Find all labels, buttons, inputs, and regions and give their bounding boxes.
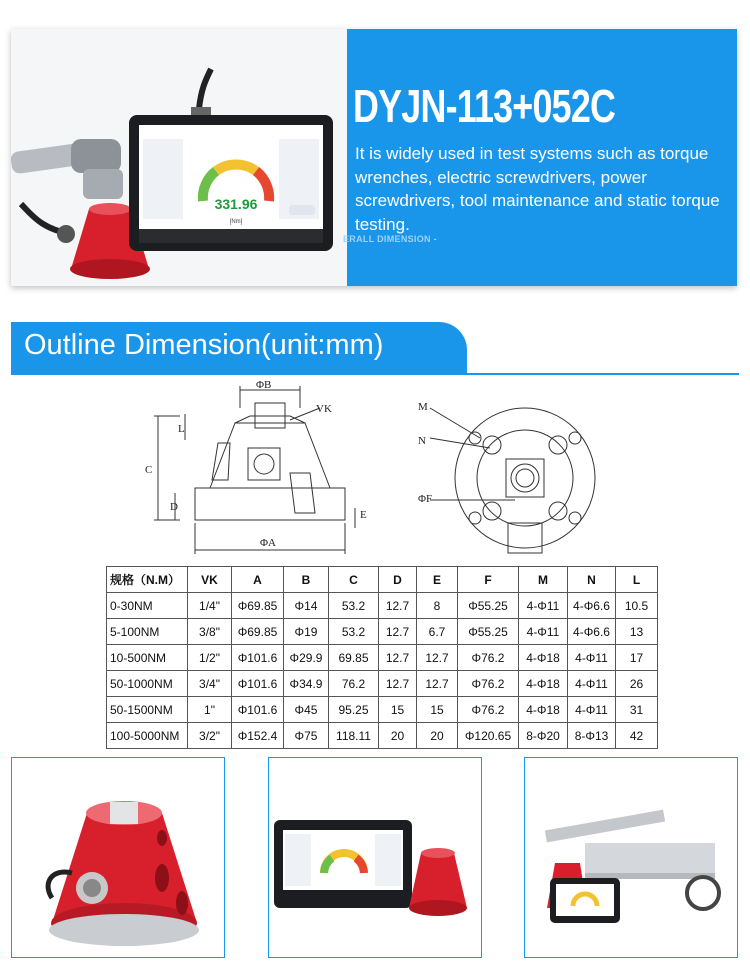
table-cell: 4-Φ18 (519, 671, 568, 697)
table-cell: Φ19 (284, 619, 329, 645)
table-row (107, 723, 658, 749)
table-row (107, 697, 658, 723)
table-cell: 4-Φ6.6 (568, 619, 616, 645)
table-cell: Φ76.2 (458, 645, 519, 671)
table-cell: 12.7 (379, 645, 417, 671)
table-cell: 12.7 (379, 593, 417, 619)
product-banner (11, 29, 737, 286)
overlay-caption: ERALL DIMENSION - (343, 234, 437, 244)
table-cell: 53.2 (329, 593, 379, 619)
table-header-cell: VK (188, 567, 232, 593)
table-cell: Φ69.85 (232, 619, 284, 645)
table-cell: 26 (616, 671, 658, 697)
product-image-test-bench (524, 757, 738, 958)
table-cell: Φ101.6 (232, 645, 284, 671)
table-cell: 12.7 (379, 671, 417, 697)
product-image-display-and-sensor (268, 757, 482, 958)
table-cell: Φ101.6 (232, 697, 284, 723)
screen-reading: 331.96 (214, 196, 258, 212)
table-cell: 4-Φ11 (568, 645, 616, 671)
table-header-cell: E (417, 567, 458, 593)
table-cell: 50-1000NM (107, 671, 188, 697)
table-cell: 4-Φ6.6 (568, 593, 616, 619)
table-cell: 15 (379, 697, 417, 723)
dim-label-vk: VK (316, 403, 332, 415)
section-header (0, 322, 750, 376)
screen-unit: [Nm] (229, 219, 243, 225)
table-cell: Φ14 (284, 593, 329, 619)
table-header-cell: F (458, 567, 519, 593)
product-photo-illustration (11, 29, 347, 286)
table-cell: 15 (417, 697, 458, 723)
test-bench-illustration (525, 758, 737, 957)
table-cell: 1/2" (188, 645, 232, 671)
product-description: It is widely used in test systems such as torque wrenches, electric screwdrivers, power screwdrivers, tool maintenance and static torque testing. (355, 144, 720, 234)
dim-label-d: D (170, 501, 178, 513)
table-cell: Φ76.2 (458, 671, 519, 697)
table-cell: 1/4" (188, 593, 232, 619)
table-cell: 20 (417, 723, 458, 749)
dim-label-c: C (145, 464, 153, 476)
table-cell: 4-Φ18 (519, 697, 568, 723)
section-title: Outline Dimension(unit:mm) (24, 329, 384, 361)
table-cell: 69.85 (329, 645, 379, 671)
table-cell: Φ29.9 (284, 645, 329, 671)
table-cell: 12.7 (417, 671, 458, 697)
table-cell: 8 (417, 593, 458, 619)
table-cell: 76.2 (329, 671, 379, 697)
table-cell: Φ69.85 (232, 593, 284, 619)
section-title-tab (11, 322, 467, 373)
table-header-cell: N (568, 567, 616, 593)
display-and-sensor-illustration (269, 758, 481, 957)
table-row (107, 619, 658, 645)
table-row (107, 593, 658, 619)
table-cell: 53.2 (329, 619, 379, 645)
table-cell: 4-Φ18 (519, 645, 568, 671)
table-header-cell: C (329, 567, 379, 593)
table-cell: 12.7 (379, 619, 417, 645)
front-view (145, 379, 367, 554)
table-cell: 42 (616, 723, 658, 749)
table-header-cell: D (379, 567, 417, 593)
table-cell: 12.7 (417, 645, 458, 671)
dim-label-f: ΦF (418, 493, 433, 505)
table-cell: 10-500NM (107, 645, 188, 671)
dim-label-b: ΦB (256, 379, 272, 391)
table-cell: Φ152.4 (232, 723, 284, 749)
table-cell: 4-Φ11 (568, 671, 616, 697)
table-cell: 10.5 (616, 593, 658, 619)
dimension-drawing-svg (140, 378, 620, 558)
table-row (107, 645, 658, 671)
table-cell: 20 (379, 723, 417, 749)
table-cell: 13 (616, 619, 658, 645)
table-cell: 6.7 (417, 619, 458, 645)
table-cell: 0-30NM (107, 593, 188, 619)
table-cell: 100-5000NM (107, 723, 188, 749)
table-header-cell: L (616, 567, 658, 593)
table-cell: 8-Φ13 (568, 723, 616, 749)
table-cell: 118.11 (329, 723, 379, 749)
table-cell: 50-1500NM (107, 697, 188, 723)
table-cell: 5-100NM (107, 619, 188, 645)
specification-table (106, 566, 658, 749)
table-cell: Φ55.25 (458, 619, 519, 645)
table-header-cell: B (284, 567, 329, 593)
table-cell: 8-Φ20 (519, 723, 568, 749)
table-cell: 4-Φ11 (519, 593, 568, 619)
table-header-cell: A (232, 567, 284, 593)
table-cell: Φ34.9 (284, 671, 329, 697)
table-cell: Φ55.25 (458, 593, 519, 619)
table-header-cell: 规格（N.M） (107, 567, 188, 593)
table-header-cell: M (519, 567, 568, 593)
table-row (107, 671, 658, 697)
dim-label-a: ΦA (260, 537, 276, 549)
section-divider (11, 373, 739, 375)
product-image-sensor (11, 757, 225, 958)
table-cell: 17 (616, 645, 658, 671)
top-view (418, 401, 595, 553)
sensor-illustration (12, 758, 224, 957)
table-cell: Φ76.2 (458, 697, 519, 723)
table-cell: 1" (188, 697, 232, 723)
dim-label-n: N (418, 435, 426, 447)
dim-label-e: E (360, 509, 367, 521)
dimension-drawing (140, 378, 620, 558)
dim-label-l: L (178, 423, 185, 435)
table-cell: Φ75 (284, 723, 329, 749)
table-cell: 3/2" (188, 723, 232, 749)
banner-info-panel (343, 29, 737, 286)
table-cell: Φ101.6 (232, 671, 284, 697)
table-cell: 4-Φ11 (519, 619, 568, 645)
product-model-title: DYJN-113+052C (353, 80, 616, 132)
table-header-row (107, 567, 658, 593)
table-cell: 4-Φ11 (568, 697, 616, 723)
table-cell: 31 (616, 697, 658, 723)
table-cell: 3/8" (188, 619, 232, 645)
table-cell: Φ120.65 (458, 723, 519, 749)
product-photo (11, 29, 347, 286)
table-cell: Φ45 (284, 697, 329, 723)
table-cell: 3/4" (188, 671, 232, 697)
dim-label-m: M (418, 401, 428, 413)
table-cell: 95.25 (329, 697, 379, 723)
